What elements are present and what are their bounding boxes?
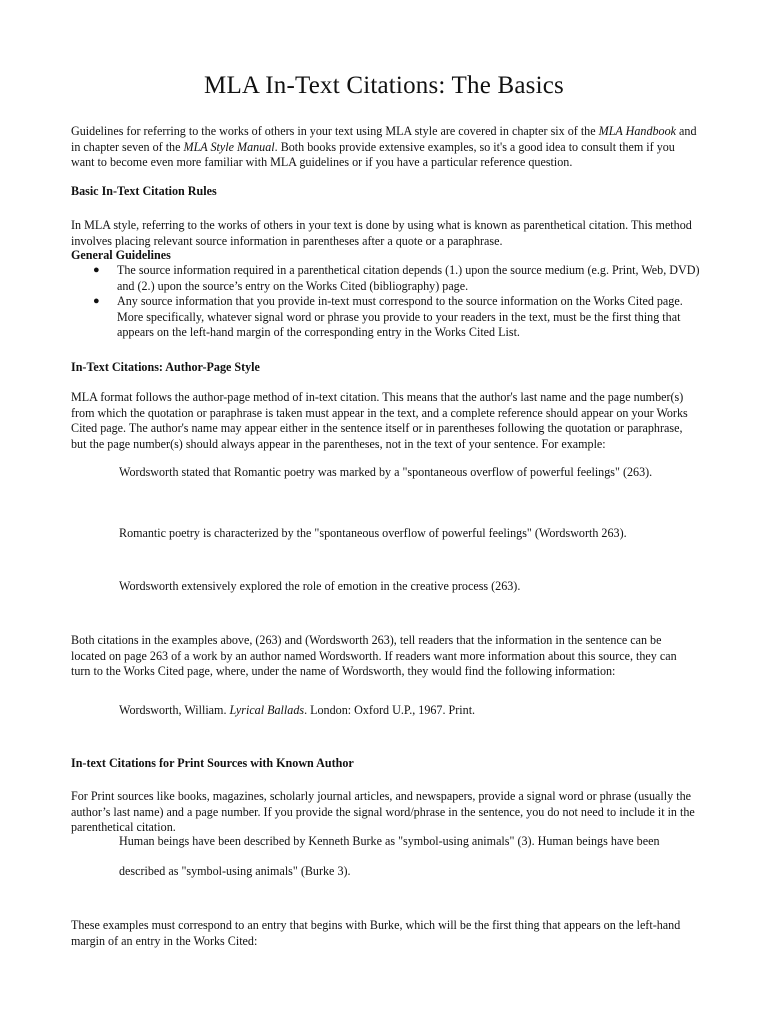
- list-item-text: The source information required in a parenthetical citation depends (1.) upon the source medium (e.g. Print, Web, DVD) and (2.) upon the source’s entry on the Works Cited (bibliography) page.: [117, 263, 700, 293]
- general-guidelines-heading: General Guidelines: [71, 248, 171, 262]
- burke-example-line-1: Human beings have been described by Kenneth Burke as "symbol-using animals" (3). Human beings have been: [119, 834, 660, 848]
- page-title: MLA In-Text Citations: The Basics: [204, 72, 564, 99]
- example-citation-3: Wordsworth extensively explored the role of emotion in the creative process (263).: [119, 579, 521, 593]
- intro-text-1: Guidelines for referring to the works of others in your text using MLA style are covered in chapter six of the: [71, 124, 599, 138]
- intro-italic-manual: MLA Style Manual: [183, 139, 275, 154]
- bullet-icon: ●: [93, 264, 100, 276]
- list-item: [71, 294, 711, 341]
- guidelines-list: [71, 263, 711, 341]
- bullet-icon: ●: [93, 295, 100, 308]
- author-page-paragraph: MLA format follows the author-page method of in-text citation. This means that the author's last name and the page number(s) from which the quotation or paraphrase is taken must appear in the text, and a complete reference should appear on your Works Cited page. The author's name may appear either in the sentence itself or in parentheses following the quotation or paraphrase, but the page number(s) should always appear in the parentheses, not in the text of your sentence. For example:: [71, 390, 688, 451]
- list-item: [71, 263, 711, 294]
- works-cited-entry: [119, 703, 699, 719]
- works-cited-italic-title: Lyrical Ballads: [229, 703, 305, 717]
- basic-rules-paragraph: In MLA style, referring to the works of others in your text is done by using what is known as parenthetical citation. This method involves placing relevant source information in parentheses after a quote or a paraphrase.: [71, 218, 692, 248]
- section-heading-known-author: In-text Citations for Print Sources with Known Author: [71, 756, 354, 770]
- example-citation-2: Romantic poetry is characterized by the "spontaneous overflow of powerful feelings" (Wordsworth 263).: [119, 526, 627, 540]
- intro-text-3: . Both books provide extensive examples, so it's a good idea to consult them if you want to become even more familiar with MLA guidelines or if you have a particular reference question.: [71, 139, 675, 170]
- example-citation-1: Wordsworth stated that Romantic poetry was marked by a "spontaneous overflow of powerful feelings" (263).: [119, 465, 653, 479]
- intro-paragraph: [71, 124, 697, 171]
- burke-example-line-2: described as "symbol-using animals" (Burke 3).: [119, 864, 351, 878]
- section-heading-basic-rules: Basic In-Text Citation Rules: [71, 184, 217, 198]
- works-cited-text-2: . London: Oxford U.P., 1967. Print.: [304, 703, 476, 717]
- list-item-text: Any source information that you provide in-text must correspond to the source information on the Works Cited page. More specifically, whatever signal word or phrase you provide to your readers in the text, must be the first thing that appears on the left-hand margin of the corresponding entry in the Works Cited List.: [117, 294, 683, 340]
- explanation-paragraph: Both citations in the examples above, (263) and (Wordsworth 263), tell readers that the information in the sentence can be located on page 263 of a work by an author named Wordsworth. If readers want more information about this source, they can turn to the Works Cited page, where, under the name of Wordsworth, they would find the following information:: [71, 633, 677, 679]
- section-heading-author-page: In-Text Citations: Author-Page Style: [71, 360, 260, 374]
- intro-italic-handbook: MLA Handbook: [598, 124, 677, 138]
- intro-text-2: and in chapter seven of the: [71, 124, 697, 154]
- known-author-paragraph: For Print sources like books, magazines, scholarly journal articles, and newspapers, provide a signal word or phrase (usually the author’s last name) and a page number. If you provide the signal word/phrase in the sentence, you do not need to include it in the parenthetical citation.: [71, 789, 695, 835]
- works-cited-text-1: Wordsworth, William.: [119, 703, 230, 717]
- closing-paragraph: These examples must correspond to an entry that begins with Burke, which will be the first thing that appears on the left-hand margin of an entry in the Works Cited:: [71, 918, 681, 948]
